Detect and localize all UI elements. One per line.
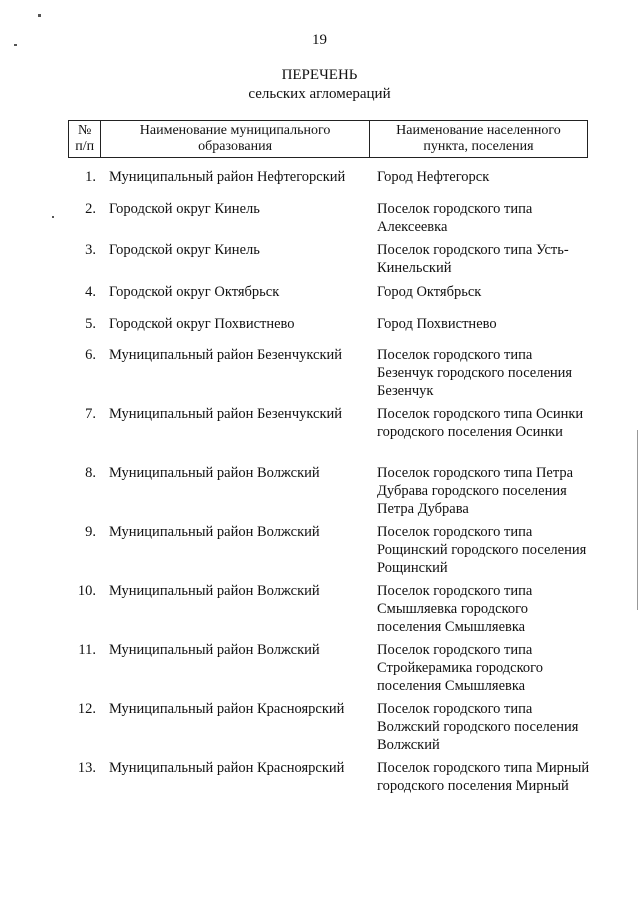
row-number: 2. <box>85 201 96 217</box>
row-settlement: Город Нефтегорск <box>377 169 490 185</box>
document-title: ПЕРЕЧЕНЬ <box>281 67 358 83</box>
scan-artifact-edge <box>637 430 638 610</box>
row-municipality: Муниципальный район Красноярский <box>109 760 345 776</box>
document-title-block <box>0 66 639 104</box>
row-number: 8. <box>85 465 96 481</box>
row-number: 12. <box>77 701 96 717</box>
row-municipality: Муниципальный район Нефтегорский <box>109 169 346 185</box>
row-settlement: Поселок городского типа Рощинский городского поселения Рощинский <box>377 524 587 576</box>
scan-artifact-mark <box>14 44 17 46</box>
row-municipality: Муниципальный район Безенчукский <box>109 406 343 422</box>
header-settlement: Наименование населенного пункта, поселения <box>369 121 587 158</box>
row-municipality: Муниципальный район Волжский <box>109 465 320 481</box>
row-number: 4. <box>85 284 96 300</box>
scan-artifact-mark <box>52 216 54 218</box>
header-number-line1: № <box>77 123 92 138</box>
row-settlement: Поселок городского типа Волжский городского поселения Волжский <box>377 701 579 753</box>
row-municipality: Муниципальный район Волжский <box>109 524 320 540</box>
row-number: 7. <box>85 406 96 422</box>
page-number: 19 <box>312 32 327 48</box>
row-number: 9. <box>85 524 96 540</box>
row-settlement: Поселок городского типа Мирный городского поселения Мирный <box>377 760 590 794</box>
row-municipality: Городской округ Кинель <box>109 201 260 217</box>
row-number: 5. <box>85 316 96 332</box>
row-settlement: Поселок городского типа Смышляевка городского поселения Смышляевка <box>377 583 533 635</box>
document-subtitle: сельских агломераций <box>248 86 391 102</box>
row-settlement: Город Похвистнево <box>377 316 497 332</box>
row-settlement: Поселок городского типа Осинки городского поселения Осинки <box>377 406 584 440</box>
header-municipality: Наименование муниципального образования <box>101 121 370 158</box>
row-settlement: Поселок городского типа Безенчук городского поселения Безенчук <box>377 347 573 399</box>
row-number: 10. <box>77 583 96 599</box>
row-municipality: Муниципальный район Красноярский <box>109 701 345 717</box>
row-settlement: Поселок городского типа Стройкерамика городского поселения Смышляевка <box>377 642 544 694</box>
table-header <box>68 120 588 158</box>
row-number: 1. <box>85 169 96 185</box>
row-settlement: Город Октябрьск <box>377 284 482 300</box>
row-number: 13. <box>77 760 96 776</box>
row-settlement: Поселок городского типа Петра Дубрава городского поселения Петра Дубрава <box>377 465 574 517</box>
row-number: 6. <box>85 347 96 363</box>
row-number: 11. <box>78 642 96 658</box>
row-settlement: Поселок городского типа Усть-Кинельский <box>377 242 569 276</box>
header-number-line2: п/п <box>75 139 95 154</box>
row-municipality: Городской округ Похвистнево <box>109 316 295 332</box>
row-municipality: Муниципальный район Волжский <box>109 642 320 658</box>
row-municipality: Муниципальный район Безенчукский <box>109 347 343 363</box>
row-number: 3. <box>85 242 96 258</box>
row-municipality: Городской округ Кинель <box>109 242 260 258</box>
row-settlement: Поселок городского типа Алексеевка <box>377 201 533 235</box>
header-number <box>69 121 101 158</box>
row-municipality: Муниципальный район Волжский <box>109 583 320 599</box>
scan-artifact-mark <box>38 14 41 17</box>
row-municipality: Городской округ Октябрьск <box>109 284 280 300</box>
